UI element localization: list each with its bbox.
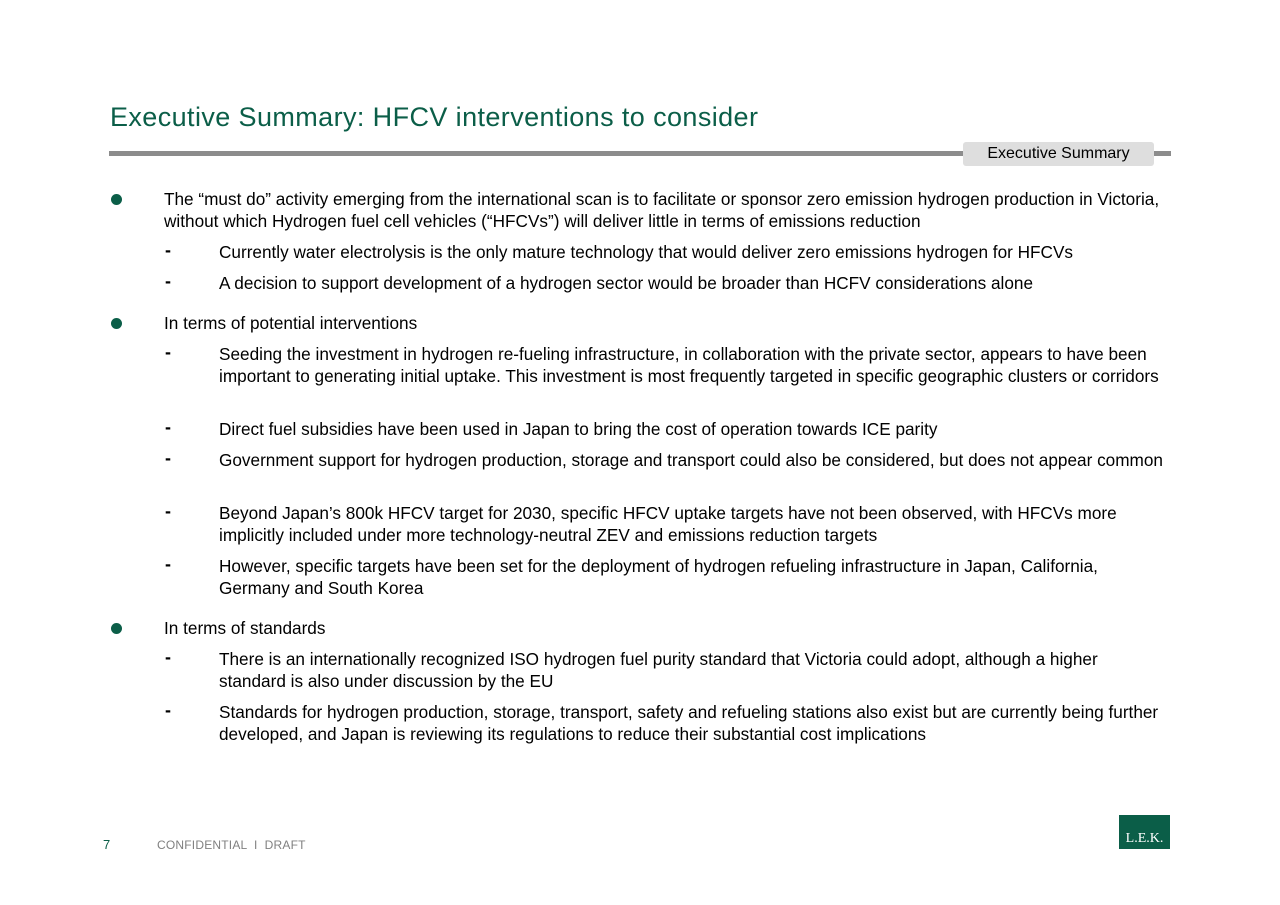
bullet-text: The “must do” activity emerging from the international scan is to facilitate or sponsor zero emission hydrogen production in Victoria, without which Hydrogen fuel cell vehicles (“HFCVs”) will deliver little in terms of emissions reduction [164,189,1160,231]
confidential-label: CONFIDENTIAL I DRAFT [157,838,306,852]
dash-icon: - [165,342,171,362]
dash-icon: - [165,700,171,720]
page-number: 7 [103,837,111,852]
bullet-dot [111,318,122,329]
page-title: Executive Summary: HFCV interventions to consider [110,102,759,132]
dash-icon: - [165,554,171,574]
dash-icon: - [165,448,171,468]
sub-bullet-text: Government support for hydrogen production, storage and transport could also be considered, but does not appear common [219,450,1163,470]
sub-bullet-text: Seeding the investment in hydrogen re-fueling infrastructure, in collaboration with the private sector, appears to have been important to generating initial uptake. This investment is most frequently targeted in specific geographic clusters or corridors [219,344,1159,386]
sub-bullet-text: Currently water electrolysis is the only mature technology that would deliver zero emissions hydrogen for HFCVs [219,242,1074,262]
bullet-dot [111,623,122,634]
sub-bullet-text: There is an internationally recognized ISO hydrogen fuel purity standard that Victoria could adopt, although a higher standard is also under discussion by the EU [219,649,1098,691]
dash-icon: - [165,240,171,260]
bullet-dot [111,194,122,205]
dash-icon: - [165,271,171,291]
sub-bullet-text: A decision to support development of a hydrogen sector would be broader than HCFV considerations alone [219,273,1034,293]
section-tab: Executive Summary [963,142,1154,166]
dash-icon: - [165,647,171,667]
sub-bullet-text: Direct fuel subsidies have been used in Japan to bring the cost of operation towards ICE parity [219,419,938,439]
bullet-text: In terms of potential interventions [164,313,418,333]
bullet-text: In terms of standards [164,618,326,638]
lek-logo [1119,815,1170,849]
sub-bullet-text: Standards for hydrogen production, storage, transport, safety and refueling stations also exist but are currently being further developed, and Japan is reviewing its regulations to reduce their substantial cost implications [219,702,1159,744]
dash-icon: - [165,501,171,521]
logo-text: L.E.K. [1125,831,1164,846]
sub-bullet-text: However, specific targets have been set for the deployment of hydrogen refueling infrastructure in Japan, California, Germany and South Korea [219,556,1098,598]
sub-bullet-text: Beyond Japan’s 800k HFCV target for 2030, specific HFCV uptake targets have not been observed, with HFCVs more implicitly included under more technology-neutral ZEV and emissions reduction targets [219,503,1117,545]
dash-icon: - [165,417,171,437]
